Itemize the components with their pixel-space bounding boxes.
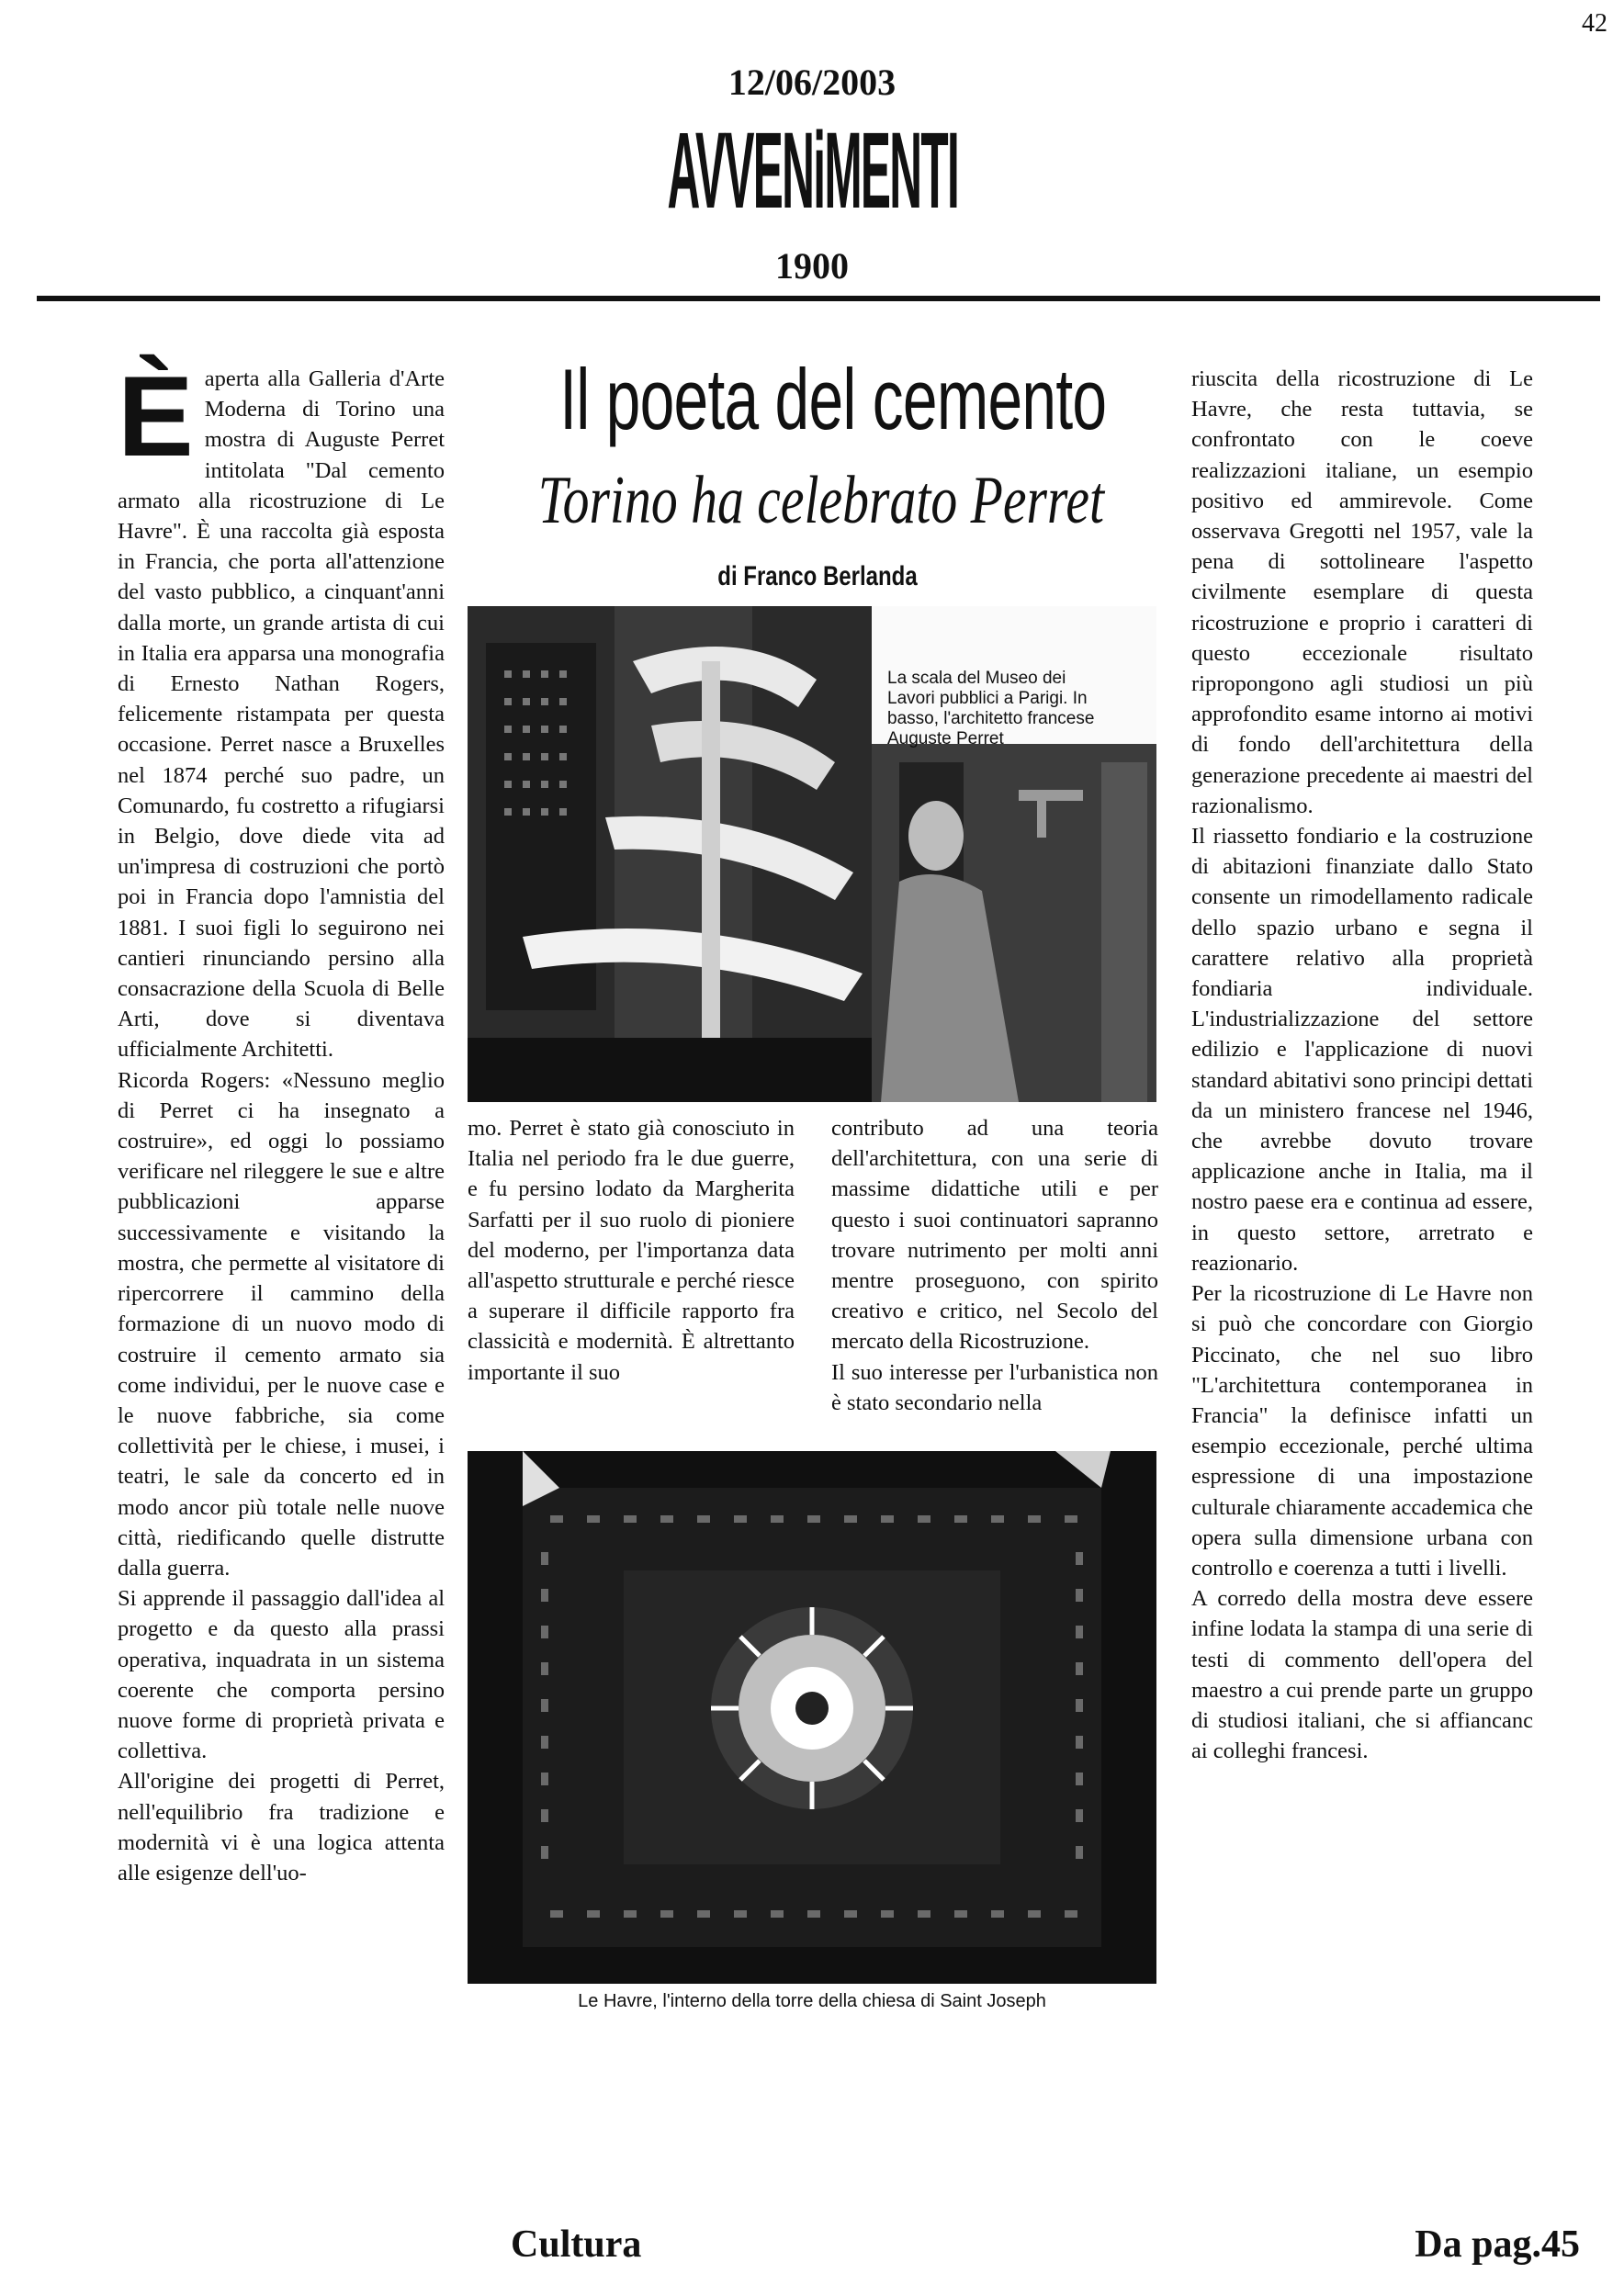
paragraph: Per la ricostruzione di Le Havre non si può che concordare con Giorgio Piccinato, che nel suo libro "L'architettura contemporanea in Francia" la definisce infatti un esempio eccezionale, perché ultima espressione di una impostazione culturale chiaramente accademica che opera sulla dimensione urbana con controllo e coerenza a tutti i livelli. — [1191, 1281, 1534, 1581]
paragraph: contributo ad una teoria dell'architettura, con una serie di massime didattiche utili e per questo i suoi continuatori sapranno trovare nutrimento per molti anni mentre proseguono, con spirito creativo e critico, nel Secolo del mercato della Ricostruzione. — [831, 1116, 1158, 1355]
article-subtitle: Torino ha celebrato Perret — [537, 463, 1104, 538]
headline-block — [459, 351, 1176, 592]
article-column-3 — [831, 1113, 1158, 1418]
header-year: 1900 — [775, 245, 849, 287]
article-column-2 — [468, 1113, 795, 1388]
header-divider — [37, 296, 1600, 301]
paragraph: Il suo interesse per l'urbanistica non è stato secondario nella — [831, 1359, 1158, 1415]
paragraph — [118, 354, 445, 1065]
masthead-text: AVVENiMENTI — [667, 110, 959, 231]
paragraph: All'origine dei progetti di Perret, nell'equilibrio fra tradizione e modernità vi è una logica attenta alle esigenze dell'uo- — [118, 1769, 445, 1885]
paragraph: A corredo della mostra deve essere infine lodata la stampa di una serie di testi di commento dell'opera del maestro a cui prende parte un gruppo di studiosi italiani, che si affiancanc ai colleghi francesi. — [1191, 1586, 1533, 1764]
footer-continuation: Da pag.45 — [1415, 2223, 1580, 2266]
paragraph: Il riassetto fondiario e la costruzione di abitazioni finanziate dallo Stato consente un rimodellamento radicale dello spazio urbano e segna il carattere relativo alla proprietà fondiaria individuale. L'industrializzazione del settore edilizio e l'applicazione di nuovi standard abitativi sono principi dettati da un ministero francese nel 1946, che avrebbe dovuto trovare applicazione anche in Italia, ma il nostro paese era e continua ad essere, in questo settore, arretrato e reazionario. — [1191, 824, 1533, 1276]
drop-cap: È — [118, 354, 194, 480]
photo-caption-top: La scala del Museo dei Lavori pubblici a Parigi. In basso, l'architetto francese Auguste Perret — [887, 669, 1095, 748]
paragraph: mo. Perret è stato già conosciuto in Italia nel periodo fra le due guerre, e fu persino lodato da Margherita Sarfatti per il suo ruolo di pioniere del moderno, per l'importanza data all'aspetto strutturale e perché riesce a superare il difficile rapporto fra classicità e modernità. È altrettanto importante il suo — [468, 1116, 795, 1385]
church-tower-photo — [468, 1451, 1156, 1984]
byline: di Franco Berlanda — [717, 561, 918, 591]
header-date: 12/06/2003 — [727, 62, 897, 103]
masthead-logo — [667, 110, 959, 231]
page-number: 42 — [1582, 9, 1607, 38]
article-column-4 — [1191, 364, 1533, 1766]
paragraph-text: aperta alla Galleria d'Arte Moderna di Torino una mostra di Auguste Perret intitolata "Dal cemento armato alla ricostruzione di Le Havre". È una raccolta già esposta in Francia, che porta all'attenzione del vasto pubblico, a cinquant'anni dalla morte, un grande artista di cui in Italia era apparsa una monografia di Ernesto Nathan Rogers, felicemente ristampata per questa occasione. Perret nasce a Bruxelles nel 1874 perché suo padre, un Comunardo, fu costretto a rifugiarsi in Belgio, dove diede vita ad un'impresa di costruzioni che portò poi in Francia dopo l'amnistia del 1881. I suoi figli lo seguirono nei cantieri rinunciando persino alla consacrazione della Scuola di Belle Arti, dove si diventava ufficialmente Architetti. — [118, 366, 445, 1063]
article-title: Il poeta del cemento — [559, 351, 1107, 447]
paragraph: riuscita della ricostruzione di Le Havre, che resta tuttavia, se confrontato con le coeve realizzazioni italiane, un esempio positivo ed ammirevole. Come osservava Gregotti nel 1957, vale la pena di sottolineare l'aspetto civilmente esemplare di questa ricostruzione e proprio i caratteri di questo eccezionale risultato ripropongono agli studiosi un più approfondito esame intorno ai motivi di fondo dell'architettura della generazione precedente ai maestri del razionalismo. — [1191, 366, 1533, 818]
article-column-1 — [118, 354, 445, 1888]
paragraph: Ricorda Rogers: «Nessuno meglio di Perret ci ha insegnato a costruire», ed oggi lo possiamo verificare nel rileggere le sue e altre pubblicazioni apparse successivamente e visitando la mostra, che permette al visitatore di ripercorrere il cammino della formazione di un nuovo modo di costruire il cemento armato sia come individui, per le nuove case e le nuove fabbriche, sia come collettività per le chiese, i musei, i teatri, le sale da concerto ed in modo ancor più totale nelle nuove città, riedificando quelle distrutte dalla guerra. — [118, 1067, 445, 1581]
paragraph: Si apprende il passaggio dall'idea al progetto e da questo alla prassi operativa, inquadrata in un sistema coerente che comporta persino nuove forme di proprietà privata e collettiva. — [118, 1586, 445, 1764]
footer-section-label: Cultura — [511, 2223, 642, 2266]
photo-caption-bottom: Le Havre, l'interno della torre della chiesa di Saint Joseph — [578, 1991, 1046, 2011]
